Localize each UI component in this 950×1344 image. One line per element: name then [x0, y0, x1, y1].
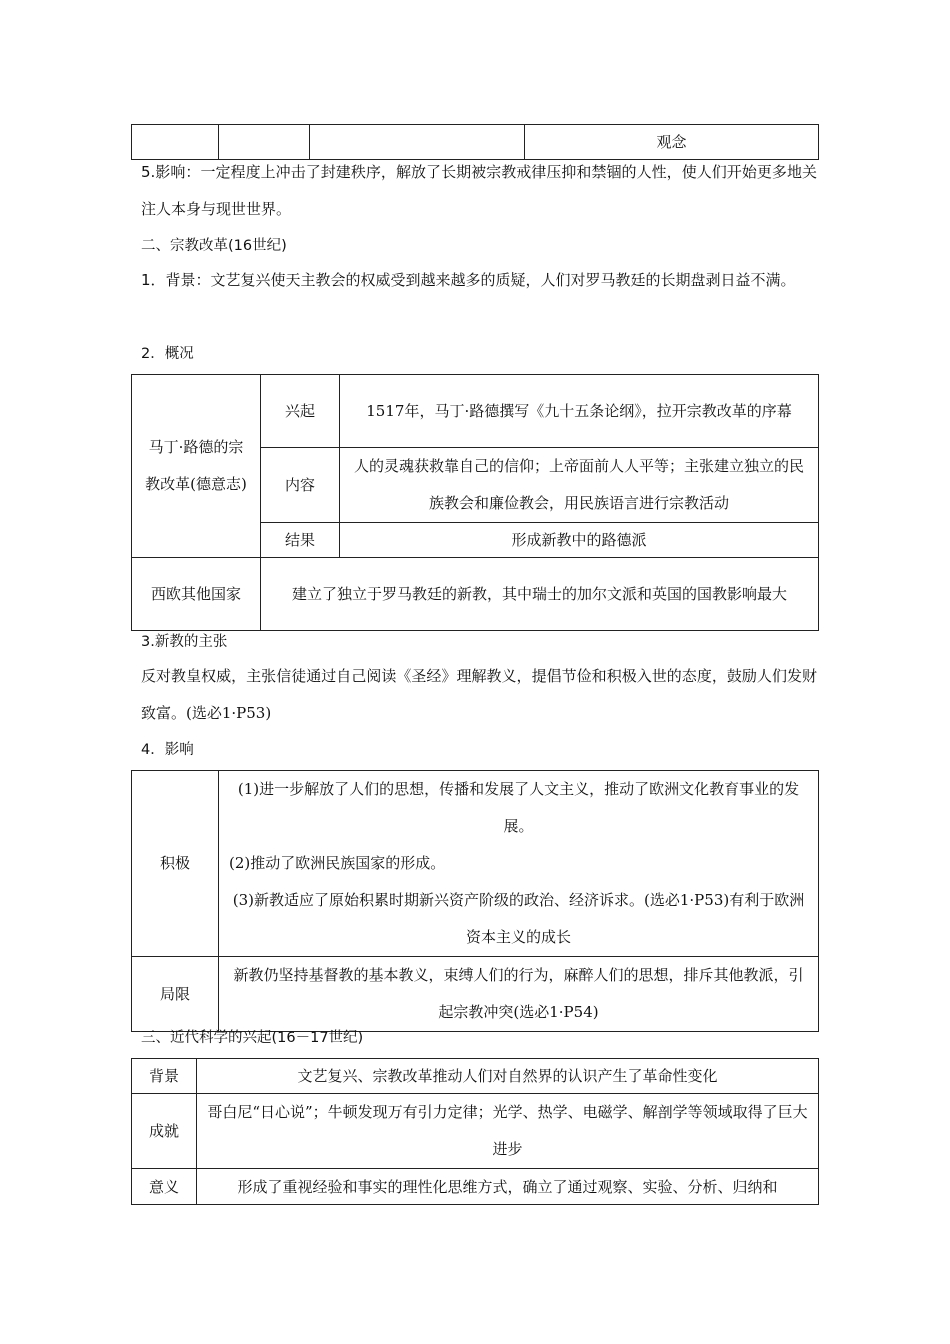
positive-item: (1)进一步解放了人们的思想，传播和发展了人文主义，推动了欧洲文化教育事业的发展。 [237, 780, 800, 835]
doctrine-title: 3.新教的主张 [141, 634, 228, 650]
section3-title: 三、近代科学的兴起(16－17世纪) [141, 1030, 364, 1046]
impact-text: 一定程度上冲击了封建秩序，解放了长期被宗教戒律压抑和禁锢的人性，使人们开始更多地关注人本身与现世世界。 [141, 163, 817, 218]
section2-title: 二、宗教改革(16世纪) [141, 238, 287, 254]
overview-row-key: 兴起 [261, 375, 340, 448]
science-row-value: 哥白尼“日心说”；牛顿发现万有引力定律；光学、热学、电磁学、解剖学等领域取得了巨大进步 [197, 1094, 819, 1169]
impact-label: 5.影响： [141, 163, 201, 181]
overview-row-value: 形成新教中的路德派 [340, 523, 819, 558]
west-value: 建立了独立于罗马教廷的新教，其中瑞士的加尔文派和英国的国教影响最大 [261, 558, 819, 631]
science-row-value: 形成了重视经验和事实的理性化思维方式，确立了通过观察、实验、分析、归纳和 [197, 1169, 819, 1205]
impact-paragraph [141, 154, 817, 228]
background-label: 1．背景： [141, 271, 211, 289]
background-paragraph [141, 262, 817, 299]
science-row-key: 背景 [132, 1059, 197, 1094]
science-row-value: 文艺复兴、宗教改革推动人们对自然界的认识产生了革命性变化 [197, 1059, 819, 1094]
influence-title: 4．影响 [141, 742, 194, 758]
overview-row-value: 1517年，马丁·路德撰写《九十五条论纲》，拉开宗教改革的序幕 [340, 375, 819, 448]
luther-label: 马丁·路德的宗教改革(德意志) [132, 375, 261, 558]
science-row-key: 意义 [132, 1169, 197, 1205]
positive-item: (2)推动了欧洲民族国家的形成。 [229, 854, 446, 872]
doctrine-text: 反对教皇权威，主张信徒通过自己阅读《圣经》理解教义，提倡节俭和积极入世的态度，鼓励人们发财致富。(选必1·P53) [141, 667, 817, 722]
overview-table [131, 374, 819, 631]
positive-items [219, 771, 819, 957]
influence-table [131, 770, 819, 1032]
limit-text: 新教仍坚持基督教的基本教义，束缚人们的行为，麻醉人们的思想，排斥其他教派，引起宗教冲突(选必1·P54) [219, 957, 819, 1032]
background-text: 文艺复兴使天主教会的权威受到越来越多的质疑，人们对罗马教廷的长期盘剥日益不满。 [210, 271, 796, 289]
positive-label: 积极 [132, 771, 219, 957]
west-label: 西欧其他国家 [132, 558, 261, 631]
overview-title: 2．概况 [141, 346, 194, 362]
science-row-key: 成就 [132, 1094, 197, 1169]
top-table-cell-4: 观念 [525, 125, 819, 160]
positive-item: (3)新教适应了原始积累时期新兴资产阶级的政治、经济诉求。(选必1·P53)有利于欧洲资本主义的成长 [232, 891, 805, 946]
overview-row-key: 结果 [261, 523, 340, 558]
limit-label: 局限 [132, 957, 219, 1032]
science-table [131, 1058, 819, 1205]
overview-row-key: 内容 [261, 448, 340, 523]
overview-row-value: 人的灵魂获救靠自己的信仰；上帝面前人人平等；主张建立独立的民族教会和廉俭教会，用民族语言进行宗教活动 [340, 448, 819, 523]
